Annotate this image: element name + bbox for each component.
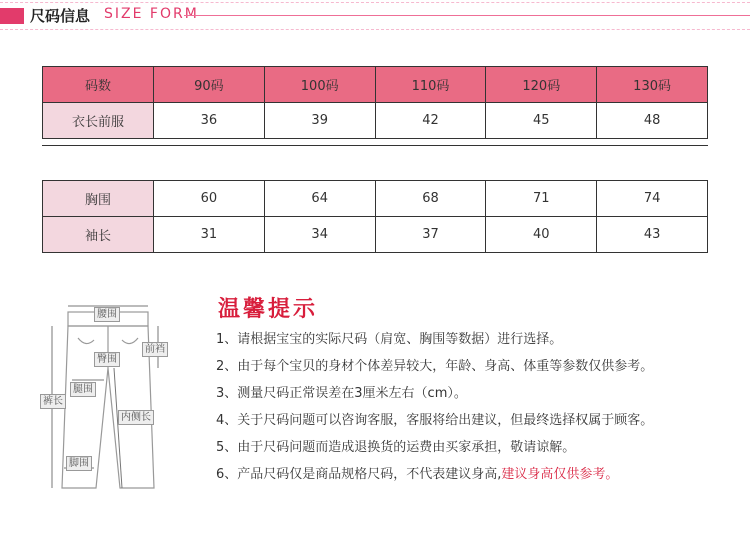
table-cell: 31 [154,217,265,253]
section-header [0,0,750,36]
accent-bar [0,8,24,24]
section-subtitle: SIZE FORM [104,6,199,22]
size-table-top [42,66,708,139]
row-label: 袖长 [43,217,154,253]
table-row [43,217,708,253]
row-label: 衣长前服 [43,103,154,139]
table-cell: 64 [264,181,375,217]
table-cell: 120码 [486,67,597,103]
section-title: 尺码信息 [30,7,91,25]
pants-measurement-diagram [38,298,170,494]
table-cell: 36 [154,103,265,139]
tip-item: 1、请根据宝宝的实际尺码（肩宽、胸围等数据）进行选择。 [216,332,563,347]
leg-opening-label: 脚围 [66,456,92,471]
row-label: 胸围 [43,181,154,217]
length-label: 裤长 [40,394,66,409]
table-row [43,103,708,139]
tip-item [216,461,653,488]
tip-item: 4、关于尺码问题可以咨询客服，客服将给出建议，但最终选择权属于顾客。 [216,413,654,428]
table-cell: 68 [375,181,486,217]
top-dashed-line [0,2,750,3]
table-cell: 45 [486,103,597,139]
inseam-label: 内侧长 [118,410,154,425]
table-cell: 码数 [43,67,154,103]
table-cell: 34 [264,217,375,253]
table-row [43,181,708,217]
tip-item: 5、由于尺码问题而造成退换货的运费由买家承担，敬请谅解。 [216,440,576,455]
tip-item: 2、由于每个宝贝的身材个体差异较大，年龄、身高、体重等参数仅供参考。 [216,359,654,374]
table-cell: 110码 [375,67,486,103]
bottom-dashed-line [0,29,750,30]
table-cell: 37 [375,217,486,253]
table-cell: 74 [597,181,708,217]
tip-item: 3、测量尺码正常误差在3厘米左右（cm）。 [216,386,467,401]
table-cell: 60 [154,181,265,217]
table-cell: 40 [486,217,597,253]
tip-item-highlight: 建议身高仅供参考。 [501,467,619,482]
tips-list [216,326,653,488]
table-cell: 100码 [264,67,375,103]
table-cell: 42 [375,103,486,139]
thigh-label: 腿围 [70,382,96,397]
table-cell: 130码 [597,67,708,103]
table-cell: 48 [597,103,708,139]
table-cell: 43 [597,217,708,253]
table-divider [42,145,708,146]
table-cell: 90码 [154,67,265,103]
size-table-bottom [42,180,708,253]
tip-item-text: 6、产品尺码仅是商品规格尺码，不代表建议身高, [216,467,502,482]
hip-label: 臀围 [94,352,120,367]
table-header-row [43,67,708,103]
waist-label: 腰围 [94,307,120,322]
table-cell: 39 [264,103,375,139]
tips-title: 温馨提示 [218,297,319,322]
table-cell: 71 [486,181,597,217]
header-rule [184,15,750,16]
front-rise-label: 前裆 [142,342,168,357]
